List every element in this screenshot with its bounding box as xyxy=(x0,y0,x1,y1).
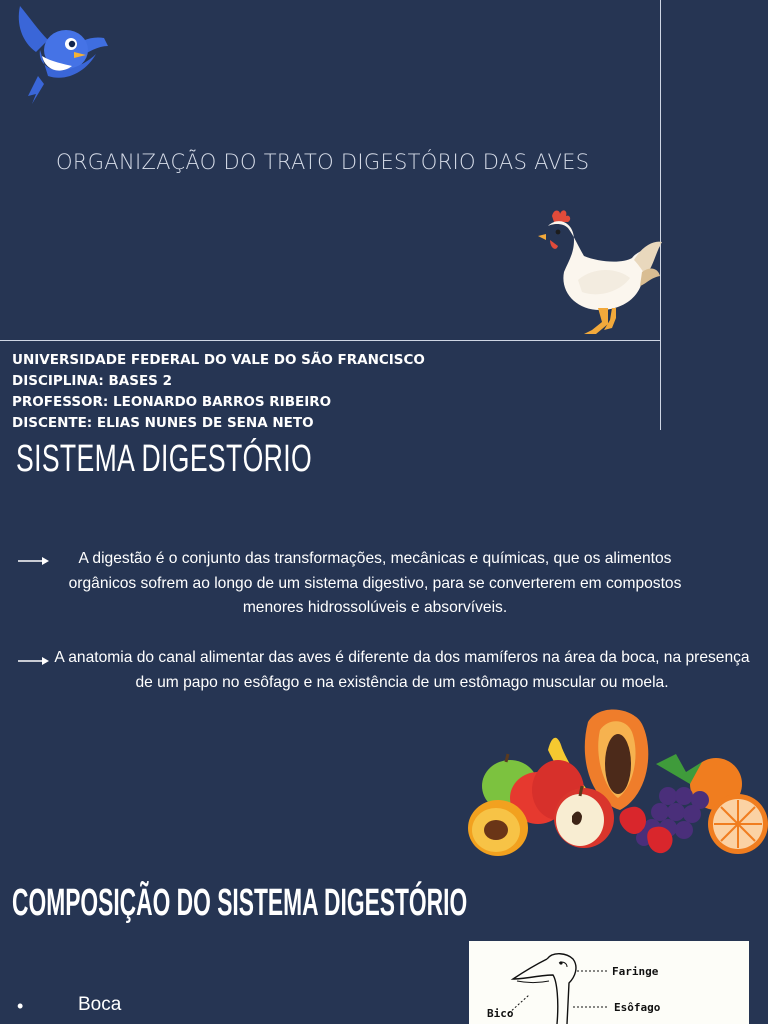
section-heading-sistema: SISTEMA DIGESTÓRIO xyxy=(16,438,312,480)
cover-title: ORGANIZAÇÃO DO TRATO DIGESTÓRIO DAS AVES xyxy=(56,150,590,174)
section-heading-composicao: COMPOSIÇÃO DO SISTEMA DIGESTÓRIO xyxy=(12,882,468,924)
paragraph-anatomia: A anatomia do canal alimentar das aves é diferente da dos mamíferos na área da boca, na presença de um papo no esôfago e na existência de um estômago muscular ou moela. xyxy=(54,649,750,691)
discipline-label: DISCIPLINA: BASES 2 xyxy=(12,373,172,389)
paragraph-digestao: A digestão é o conjunto das transformações, mecânicas e químicas, que os alimentos orgânicos sofrem ao longo de um sistema digestivo, para se converterem em compostos menores hidrossolúveis e absorvíveis. xyxy=(68,550,682,616)
list-item: Boca xyxy=(78,994,122,1015)
hen-illustration xyxy=(538,206,664,340)
label-esofago: Esôfago xyxy=(614,1001,661,1014)
blue-bird-illustration xyxy=(8,0,114,104)
university-label: UNIVERSIDADE FEDERAL DO VALE DO SÃO FRANCISCO xyxy=(12,352,425,368)
digestive-diagram xyxy=(469,941,749,1024)
student-label: DISCENTE: ELIAS NUNES DE SENA NETO xyxy=(12,415,314,431)
label-bico: Bico xyxy=(487,1007,514,1020)
cover-info xyxy=(12,350,425,434)
bullet-icon: • xyxy=(17,996,24,1016)
horizontal-divider xyxy=(0,340,661,341)
arrow-right-icon xyxy=(18,555,50,567)
arrow-right-icon xyxy=(18,655,50,667)
fruits-illustration xyxy=(466,704,768,860)
professor-label: PROFESSOR: LEONARDO BARROS RIBEIRO xyxy=(12,394,332,410)
label-faringe: Faringe xyxy=(612,965,659,978)
